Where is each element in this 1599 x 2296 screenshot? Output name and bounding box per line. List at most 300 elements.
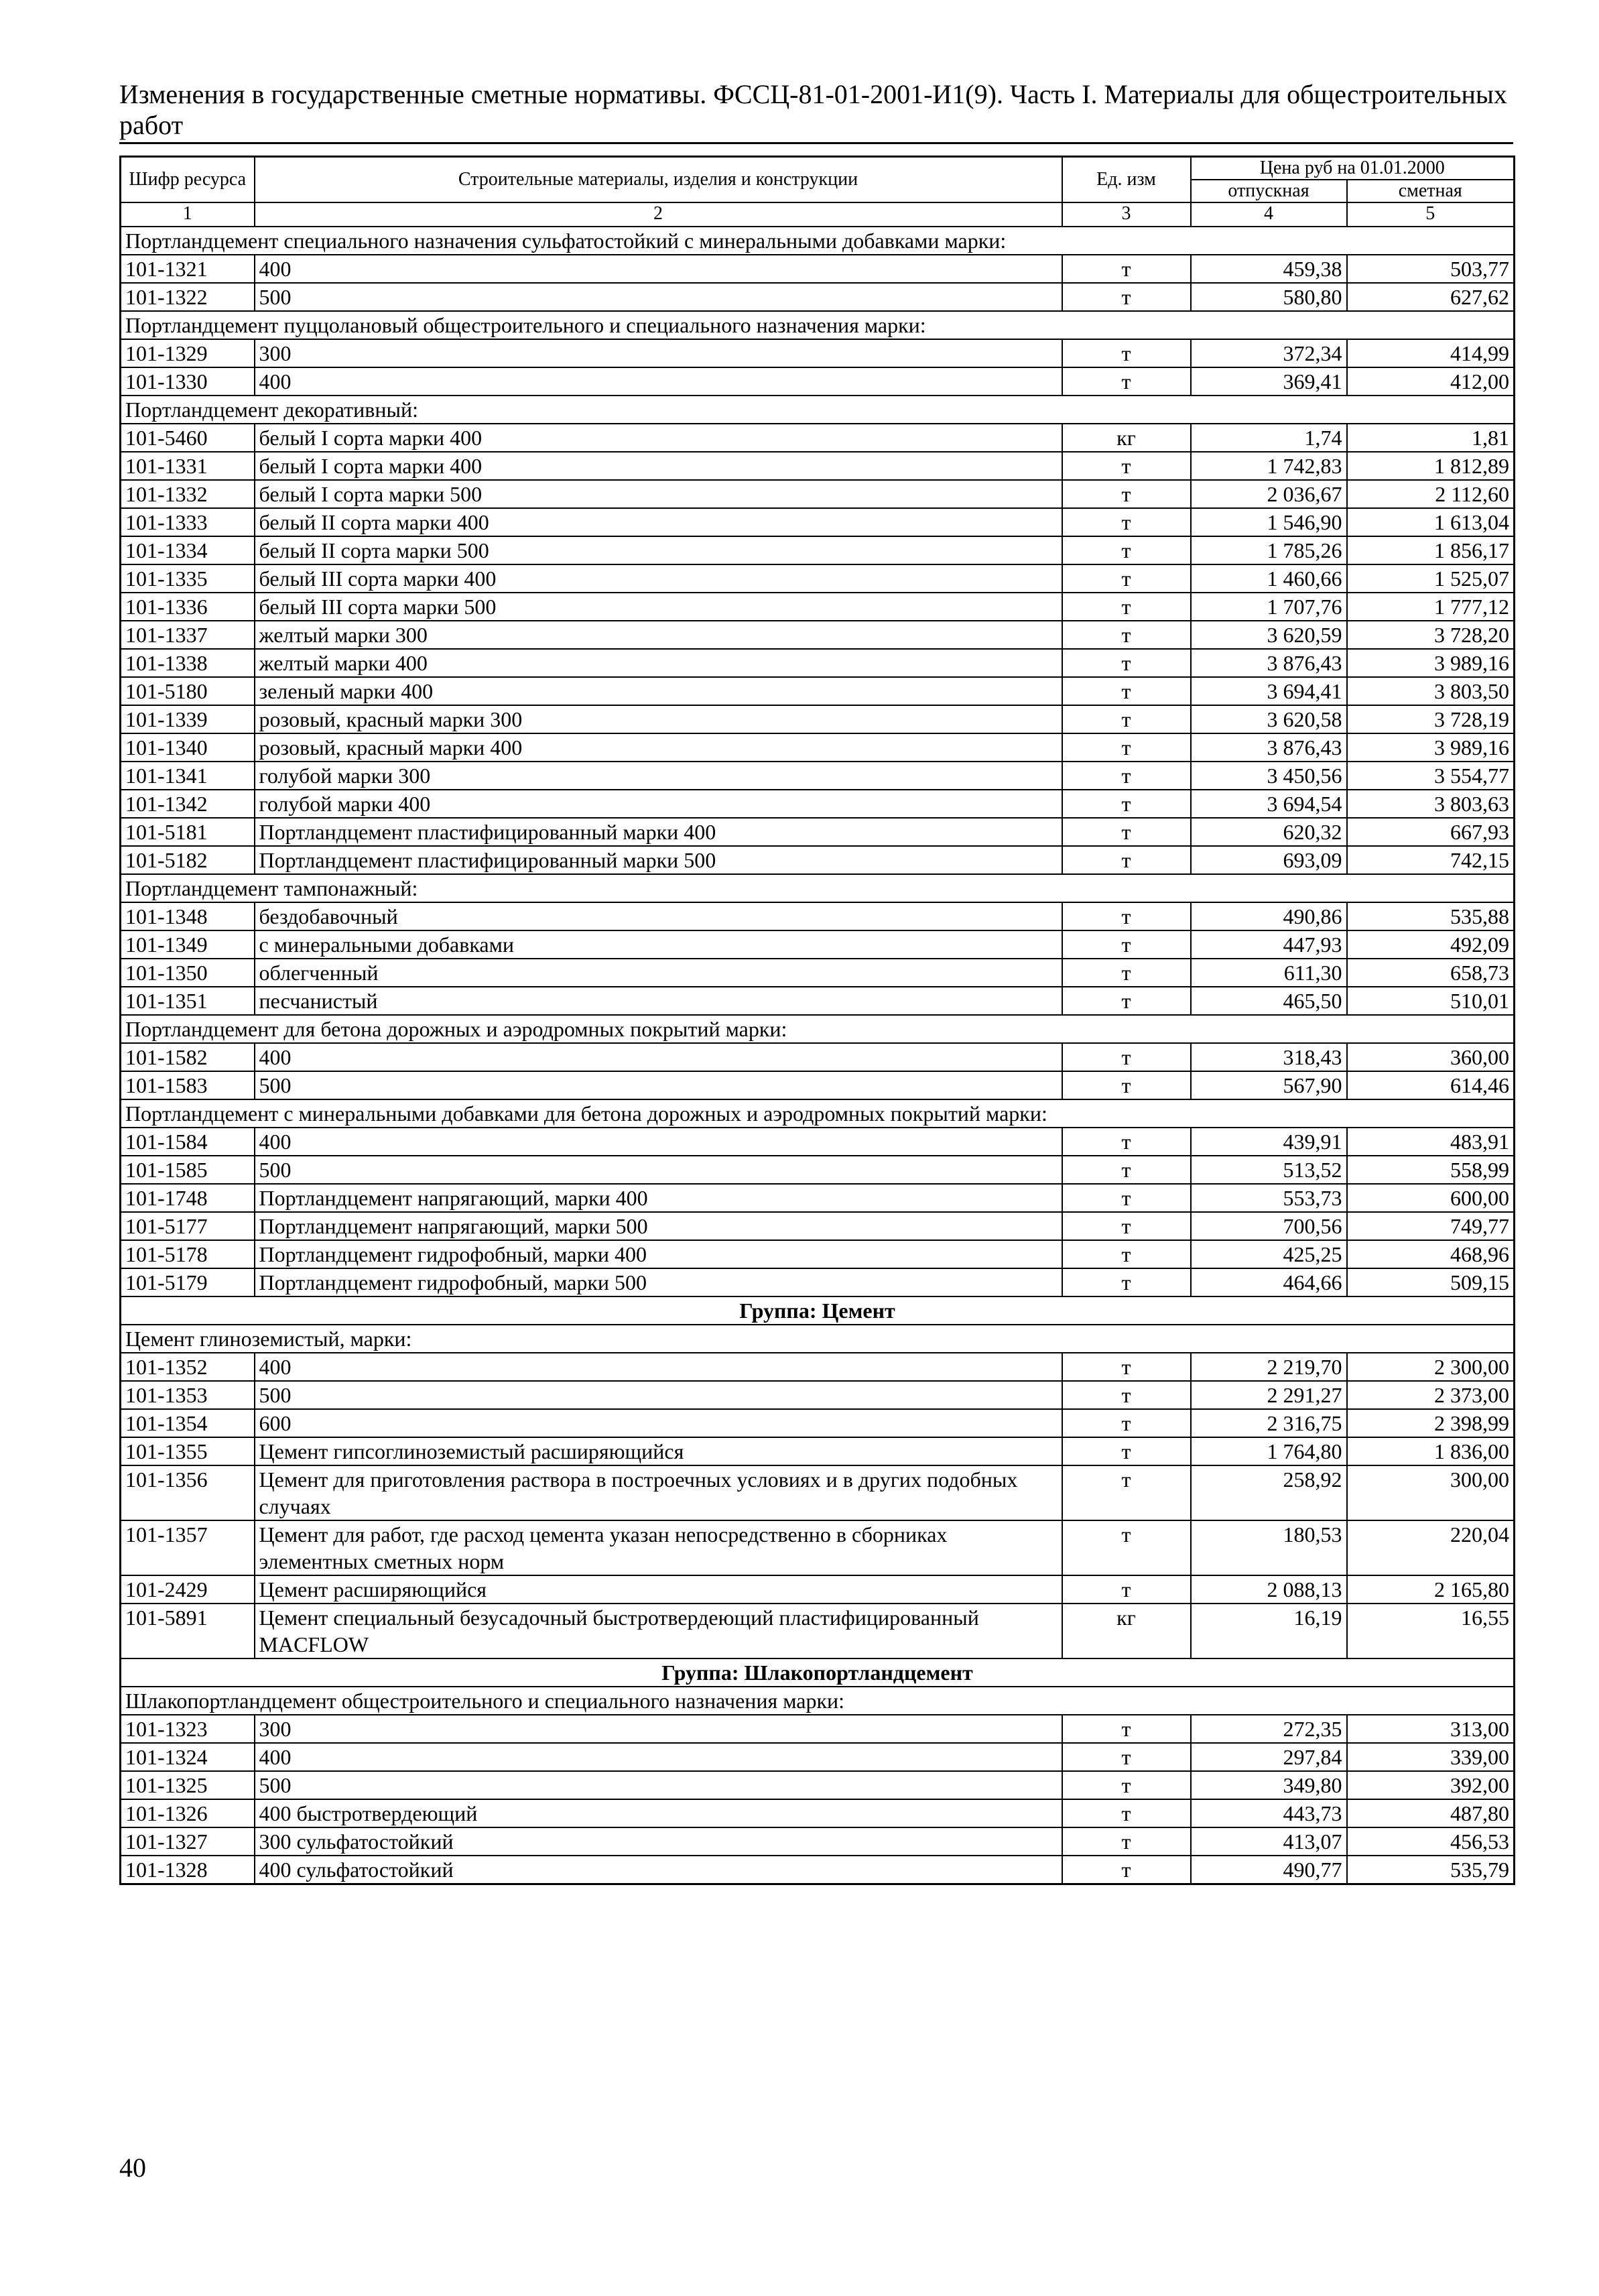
estimate-price: 509,15 [1347, 1268, 1515, 1296]
table-row [121, 790, 1515, 818]
unit-cell: т [1062, 1856, 1191, 1884]
table-row [121, 1156, 1515, 1184]
wholesale-price: 349,80 [1191, 1771, 1347, 1799]
table-row [121, 1575, 1515, 1604]
section-row [121, 311, 1515, 339]
wholesale-price: 1 785,26 [1191, 536, 1347, 564]
wholesale-price: 297,84 [1191, 1743, 1347, 1771]
estimate-price: 414,99 [1347, 339, 1515, 367]
resource-code: 101-1332 [121, 480, 255, 508]
table-row [121, 762, 1515, 790]
unit-cell: т [1062, 1743, 1191, 1771]
estimate-price: 487,80 [1347, 1799, 1515, 1827]
table-row [121, 1604, 1515, 1658]
estimate-price: 510,01 [1347, 987, 1515, 1015]
estimate-price: 392,00 [1347, 1771, 1515, 1799]
table-row [121, 508, 1515, 536]
material-name: 500 [255, 1071, 1062, 1099]
unit-cell: т [1062, 959, 1191, 987]
wholesale-price: 1 742,83 [1191, 452, 1347, 480]
resource-code: 101-1353 [121, 1381, 255, 1409]
resource-code: 101-1350 [121, 959, 255, 987]
wholesale-price: 3 694,54 [1191, 790, 1347, 818]
wholesale-price: 2 219,70 [1191, 1353, 1347, 1381]
header-unit: Ед. изм [1062, 157, 1191, 203]
unit-cell: т [1062, 1437, 1191, 1465]
resource-code: 101-5180 [121, 677, 255, 705]
group-title: Группа: Цемент [121, 1296, 1515, 1325]
estimate-price: 667,93 [1347, 818, 1515, 846]
estimate-price: 2 398,99 [1347, 1409, 1515, 1437]
resource-code: 101-5178 [121, 1240, 255, 1268]
resource-code: 101-1324 [121, 1743, 255, 1771]
wholesale-price: 567,90 [1191, 1071, 1347, 1099]
material-name: 300 [255, 339, 1062, 367]
estimate-price: 483,91 [1347, 1128, 1515, 1156]
header-wholesale: отпускная [1191, 180, 1347, 202]
estimate-price: 658,73 [1347, 959, 1515, 987]
unit-cell: т [1062, 733, 1191, 762]
section-row [121, 227, 1515, 255]
material-name: Портландцемент гидрофобный, марки 500 [255, 1268, 1062, 1296]
table-row [121, 705, 1515, 733]
wholesale-price: 369,41 [1191, 367, 1347, 396]
table-row [121, 1771, 1515, 1799]
column-number: 2 [255, 202, 1062, 227]
material-name: 400 [255, 255, 1062, 283]
wholesale-price: 1,74 [1191, 424, 1347, 452]
resource-code: 101-1357 [121, 1520, 255, 1575]
unit-cell: т [1062, 1353, 1191, 1381]
unit-cell: т [1062, 1771, 1191, 1799]
estimate-price: 1,81 [1347, 424, 1515, 452]
group-row [121, 1658, 1515, 1687]
estimate-price: 468,96 [1347, 1240, 1515, 1268]
table-row [121, 1184, 1515, 1212]
unit-cell: т [1062, 1071, 1191, 1099]
section-title: Цемент глиноземистый, марки: [121, 1325, 1515, 1353]
table-row [121, 593, 1515, 621]
section-row [121, 1099, 1515, 1128]
header-estimate: сметная [1347, 180, 1515, 202]
resource-code: 101-2429 [121, 1575, 255, 1604]
resource-code: 101-1355 [121, 1437, 255, 1465]
estimate-price: 627,62 [1347, 283, 1515, 311]
material-name: 400 [255, 1743, 1062, 1771]
unit-cell: т [1062, 846, 1191, 874]
table-row [121, 1128, 1515, 1156]
resource-code: 101-1748 [121, 1184, 255, 1212]
unit-cell: т [1062, 762, 1191, 790]
material-name: с минеральными добавками [255, 930, 1062, 959]
table-row [121, 987, 1515, 1015]
estimate-price: 1 836,00 [1347, 1437, 1515, 1465]
material-name: Цемент гипсоглиноземистый расширяющийся [255, 1437, 1062, 1465]
estimate-price: 600,00 [1347, 1184, 1515, 1212]
table-row [121, 1437, 1515, 1465]
unit-cell: т [1062, 593, 1191, 621]
estimate-price: 3 989,16 [1347, 733, 1515, 762]
table-row [121, 649, 1515, 677]
estimate-price: 456,53 [1347, 1827, 1515, 1856]
resource-code: 101-1348 [121, 902, 255, 930]
wholesale-price: 3 450,56 [1191, 762, 1347, 790]
wholesale-price: 425,25 [1191, 1240, 1347, 1268]
unit-cell: т [1062, 902, 1191, 930]
estimate-price: 1 613,04 [1347, 508, 1515, 536]
resource-code: 101-1582 [121, 1043, 255, 1071]
section-title: Портландцемент специального назначения сульфатостойкий с минеральными добавками марки: [121, 227, 1515, 255]
material-name: Цемент для работ, где расход цемента указан непосредственно в сборниках элементных сметных норм [255, 1520, 1062, 1575]
table-row [121, 283, 1515, 311]
table-row [121, 930, 1515, 959]
table-row [121, 1043, 1515, 1071]
table-row [121, 1799, 1515, 1827]
estimate-price: 3 803,63 [1347, 790, 1515, 818]
unit-cell: кг [1062, 424, 1191, 452]
wholesale-price: 272,35 [1191, 1715, 1347, 1743]
resource-code: 101-1323 [121, 1715, 255, 1743]
table-row [121, 424, 1515, 452]
estimate-price: 360,00 [1347, 1043, 1515, 1071]
unit-cell: т [1062, 930, 1191, 959]
estimate-price: 535,79 [1347, 1856, 1515, 1884]
material-name: 400 [255, 1043, 1062, 1071]
unit-cell: т [1062, 480, 1191, 508]
resource-code: 101-1352 [121, 1353, 255, 1381]
resource-code: 101-1338 [121, 649, 255, 677]
material-name: Цемент специальный безусадочный быстротвердеющий пластифицированный MACFLOW [255, 1604, 1062, 1658]
wholesale-price: 465,50 [1191, 987, 1347, 1015]
material-name: белый I сорта марки 400 [255, 424, 1062, 452]
section-title: Портландцемент тампонажный: [121, 874, 1515, 902]
estimate-price: 412,00 [1347, 367, 1515, 396]
table-row [121, 902, 1515, 930]
material-name: желтый марки 300 [255, 621, 1062, 649]
resource-code: 101-1328 [121, 1856, 255, 1884]
estimate-price: 535,88 [1347, 902, 1515, 930]
wholesale-price: 413,07 [1191, 1827, 1347, 1856]
section-title: Портландцемент с минеральными добавками для бетона дорожных и аэродромных покрытий марки: [121, 1099, 1515, 1128]
resource-code: 101-1342 [121, 790, 255, 818]
estimate-price: 2 300,00 [1347, 1353, 1515, 1381]
resource-code: 101-1351 [121, 987, 255, 1015]
material-name: 500 [255, 1381, 1062, 1409]
wholesale-price: 700,56 [1191, 1212, 1347, 1240]
wholesale-price: 3 876,43 [1191, 649, 1347, 677]
resource-code: 101-5891 [121, 1604, 255, 1658]
unit-cell: кг [1062, 1604, 1191, 1658]
unit-cell: т [1062, 1128, 1191, 1156]
unit-cell: т [1062, 1381, 1191, 1409]
resource-code: 101-1585 [121, 1156, 255, 1184]
wholesale-price: 580,80 [1191, 283, 1347, 311]
material-name: белый I сорта марки 400 [255, 452, 1062, 480]
estimate-price: 300,00 [1347, 1465, 1515, 1520]
section-row [121, 874, 1515, 902]
material-name: белый II сорта марки 500 [255, 536, 1062, 564]
table-row [121, 255, 1515, 283]
wholesale-price: 1 764,80 [1191, 1437, 1347, 1465]
material-name: розовый, красный марки 300 [255, 705, 1062, 733]
material-name: Портландцемент гидрофобный, марки 400 [255, 1240, 1062, 1268]
resource-code: 101-1337 [121, 621, 255, 649]
resource-code: 101-1333 [121, 508, 255, 536]
material-name: белый III сорта марки 500 [255, 593, 1062, 621]
material-name: Цемент расширяющийся [255, 1575, 1062, 1604]
resource-code: 101-1326 [121, 1799, 255, 1827]
material-name: зеленый марки 400 [255, 677, 1062, 705]
resource-code: 101-1336 [121, 593, 255, 621]
table-row [121, 959, 1515, 987]
wholesale-price: 2 036,67 [1191, 480, 1347, 508]
wholesale-price: 620,32 [1191, 818, 1347, 846]
material-name: 600 [255, 1409, 1062, 1437]
wholesale-price: 513,52 [1191, 1156, 1347, 1184]
resource-code: 101-5460 [121, 424, 255, 452]
wholesale-price: 2 316,75 [1191, 1409, 1347, 1437]
wholesale-price: 439,91 [1191, 1128, 1347, 1156]
column-number: 1 [121, 202, 255, 227]
material-name: 400 [255, 367, 1062, 396]
header-code: Шифр ресурса [121, 157, 255, 203]
resource-code: 101-1325 [121, 1771, 255, 1799]
material-name: 400 [255, 1353, 1062, 1381]
wholesale-price: 3 620,58 [1191, 705, 1347, 733]
header-name: Строительные материалы, изделия и конструкции [255, 157, 1062, 203]
material-name: белый II сорта марки 400 [255, 508, 1062, 536]
estimate-price: 16,55 [1347, 1604, 1515, 1658]
estimate-price: 1 812,89 [1347, 452, 1515, 480]
resource-code: 101-1321 [121, 255, 255, 283]
material-name: розовый, красный марки 400 [255, 733, 1062, 762]
table-row [121, 339, 1515, 367]
wholesale-price: 1 707,76 [1191, 593, 1347, 621]
unit-cell: т [1062, 283, 1191, 311]
table-row [121, 1520, 1515, 1575]
wholesale-price: 2 088,13 [1191, 1575, 1347, 1604]
column-number: 3 [1062, 202, 1191, 227]
unit-cell: т [1062, 677, 1191, 705]
table-row [121, 846, 1515, 874]
table-row [121, 1071, 1515, 1099]
resource-code: 101-1327 [121, 1827, 255, 1856]
material-name: Портландцемент пластифицированный марки 400 [255, 818, 1062, 846]
estimate-price: 3 728,19 [1347, 705, 1515, 733]
unit-cell: т [1062, 1827, 1191, 1856]
resource-code: 101-1583 [121, 1071, 255, 1099]
header-price: Цена руб на 01.01.2000 [1191, 157, 1515, 180]
wholesale-price: 459,38 [1191, 255, 1347, 283]
estimate-price: 614,46 [1347, 1071, 1515, 1099]
resource-code: 101-1354 [121, 1409, 255, 1437]
resource-code: 101-1340 [121, 733, 255, 762]
wholesale-price: 3 694,41 [1191, 677, 1347, 705]
table-row [121, 677, 1515, 705]
estimate-price: 1 856,17 [1347, 536, 1515, 564]
material-name: белый I сорта марки 500 [255, 480, 1062, 508]
unit-cell: т [1062, 1184, 1191, 1212]
unit-cell: т [1062, 1409, 1191, 1437]
table-row [121, 1240, 1515, 1268]
wholesale-price: 372,34 [1191, 339, 1347, 367]
estimate-price: 2 373,00 [1347, 1381, 1515, 1409]
estimate-price: 503,77 [1347, 255, 1515, 283]
estimate-price: 220,04 [1347, 1520, 1515, 1575]
wholesale-price: 443,73 [1191, 1799, 1347, 1827]
unit-cell: т [1062, 1715, 1191, 1743]
table-row [121, 480, 1515, 508]
table-row [121, 1743, 1515, 1771]
resource-code: 101-1330 [121, 367, 255, 396]
unit-cell: т [1062, 367, 1191, 396]
resource-code: 101-1339 [121, 705, 255, 733]
resource-code: 101-1322 [121, 283, 255, 311]
material-name: 500 [255, 1156, 1062, 1184]
material-name: облегченный [255, 959, 1062, 987]
unit-cell: т [1062, 705, 1191, 733]
estimate-price: 3 803,50 [1347, 677, 1515, 705]
table-row [121, 1212, 1515, 1240]
estimate-price: 339,00 [1347, 1743, 1515, 1771]
material-name: желтый марки 400 [255, 649, 1062, 677]
unit-cell: т [1062, 255, 1191, 283]
unit-cell: т [1062, 1240, 1191, 1268]
material-name: 500 [255, 283, 1062, 311]
unit-cell: т [1062, 1575, 1191, 1604]
unit-cell: т [1062, 818, 1191, 846]
table-row [121, 536, 1515, 564]
table-row [121, 1268, 1515, 1296]
estimate-price: 492,09 [1347, 930, 1515, 959]
estimate-price: 3 989,16 [1347, 649, 1515, 677]
wholesale-price: 3 876,43 [1191, 733, 1347, 762]
wholesale-price: 553,73 [1191, 1184, 1347, 1212]
material-name: белый III сорта марки 400 [255, 564, 1062, 593]
wholesale-price: 1 546,90 [1191, 508, 1347, 536]
unit-cell: т [1062, 452, 1191, 480]
estimate-price: 558,99 [1347, 1156, 1515, 1184]
table-row [121, 621, 1515, 649]
wholesale-price: 490,86 [1191, 902, 1347, 930]
group-row [121, 1296, 1515, 1325]
estimate-price: 1 777,12 [1347, 593, 1515, 621]
wholesale-price: 3 620,59 [1191, 621, 1347, 649]
estimate-price: 313,00 [1347, 1715, 1515, 1743]
estimate-price: 749,77 [1347, 1212, 1515, 1240]
estimate-price: 2 112,60 [1347, 480, 1515, 508]
section-row [121, 1325, 1515, 1353]
material-name: 400 сульфатостойкий [255, 1856, 1062, 1884]
unit-cell: т [1062, 564, 1191, 593]
section-row [121, 1015, 1515, 1043]
column-number: 4 [1191, 202, 1347, 227]
material-name: голубой марки 400 [255, 790, 1062, 818]
table-row [121, 818, 1515, 846]
resource-code: 101-1329 [121, 339, 255, 367]
unit-cell: т [1062, 1799, 1191, 1827]
unit-cell: т [1062, 1268, 1191, 1296]
resource-code: 101-1334 [121, 536, 255, 564]
table-row [121, 1715, 1515, 1743]
wholesale-price: 2 291,27 [1191, 1381, 1347, 1409]
material-name: Портландцемент пластифицированный марки 500 [255, 846, 1062, 874]
table-row [121, 1353, 1515, 1381]
table-row [121, 564, 1515, 593]
resource-code: 101-1584 [121, 1128, 255, 1156]
table-head [121, 157, 1515, 227]
table-row [121, 1465, 1515, 1520]
wholesale-price: 693,09 [1191, 846, 1347, 874]
resource-code: 101-1335 [121, 564, 255, 593]
page-number: 40 [119, 2153, 146, 2183]
section-title: Портландцемент пуццолановый общестроительного и специального назначения марки: [121, 311, 1515, 339]
material-name: 300 сульфатостойкий [255, 1827, 1062, 1856]
material-name: 400 быстротвердеющий [255, 1799, 1062, 1827]
unit-cell: т [1062, 1520, 1191, 1575]
table-row [121, 367, 1515, 396]
resource-code: 101-1356 [121, 1465, 255, 1520]
material-name: Портландцемент напрягающий, марки 500 [255, 1212, 1062, 1240]
page-header [119, 79, 1513, 144]
resource-code: 101-1349 [121, 930, 255, 959]
section-title: Портландцемент для бетона дорожных и аэродромных покрытий марки: [121, 1015, 1515, 1043]
resource-code: 101-5182 [121, 846, 255, 874]
table-row [121, 1856, 1515, 1884]
table-row [121, 733, 1515, 762]
column-number: 5 [1347, 202, 1515, 227]
resource-code: 101-5181 [121, 818, 255, 846]
unit-cell: т [1062, 1043, 1191, 1071]
material-name: песчанистый [255, 987, 1062, 1015]
wholesale-price: 464,66 [1191, 1268, 1347, 1296]
estimate-price: 2 165,80 [1347, 1575, 1515, 1604]
material-name: голубой марки 300 [255, 762, 1062, 790]
document-title: Изменения в государственные сметные нормативы. ФССЦ-81-01-2001-И1(9). Часть I. Материалы для общестроительных работ [119, 79, 1507, 140]
unit-cell: т [1062, 987, 1191, 1015]
resource-code: 101-1341 [121, 762, 255, 790]
unit-cell: т [1062, 508, 1191, 536]
wholesale-price: 258,92 [1191, 1465, 1347, 1520]
unit-cell: т [1062, 790, 1191, 818]
wholesale-price: 16,19 [1191, 1604, 1347, 1658]
wholesale-price: 611,30 [1191, 959, 1347, 987]
estimate-price: 3 728,20 [1347, 621, 1515, 649]
wholesale-price: 447,93 [1191, 930, 1347, 959]
unit-cell: т [1062, 536, 1191, 564]
material-name: Цемент для приготовления раствора в построечных условиях и в других подобных случаях [255, 1465, 1062, 1520]
estimate-price: 1 525,07 [1347, 564, 1515, 593]
section-title: Портландцемент декоративный: [121, 396, 1515, 424]
table-row [121, 452, 1515, 480]
unit-cell: т [1062, 621, 1191, 649]
material-name: 400 [255, 1128, 1062, 1156]
section-title: Шлакопортландцемент общестроительного и специального назначения марки: [121, 1687, 1515, 1715]
estimate-price: 3 554,77 [1347, 762, 1515, 790]
wholesale-price: 1 460,66 [1191, 564, 1347, 593]
table-row [121, 1827, 1515, 1856]
wholesale-price: 318,43 [1191, 1043, 1347, 1071]
price-table [119, 156, 1515, 1885]
unit-cell: т [1062, 1212, 1191, 1240]
unit-cell: т [1062, 339, 1191, 367]
wholesale-price: 490,77 [1191, 1856, 1347, 1884]
material-name: 300 [255, 1715, 1062, 1743]
table-body [121, 227, 1515, 1884]
group-title: Группа: Шлакопортландцемент [121, 1658, 1515, 1687]
unit-cell: т [1062, 649, 1191, 677]
table-row [121, 1409, 1515, 1437]
